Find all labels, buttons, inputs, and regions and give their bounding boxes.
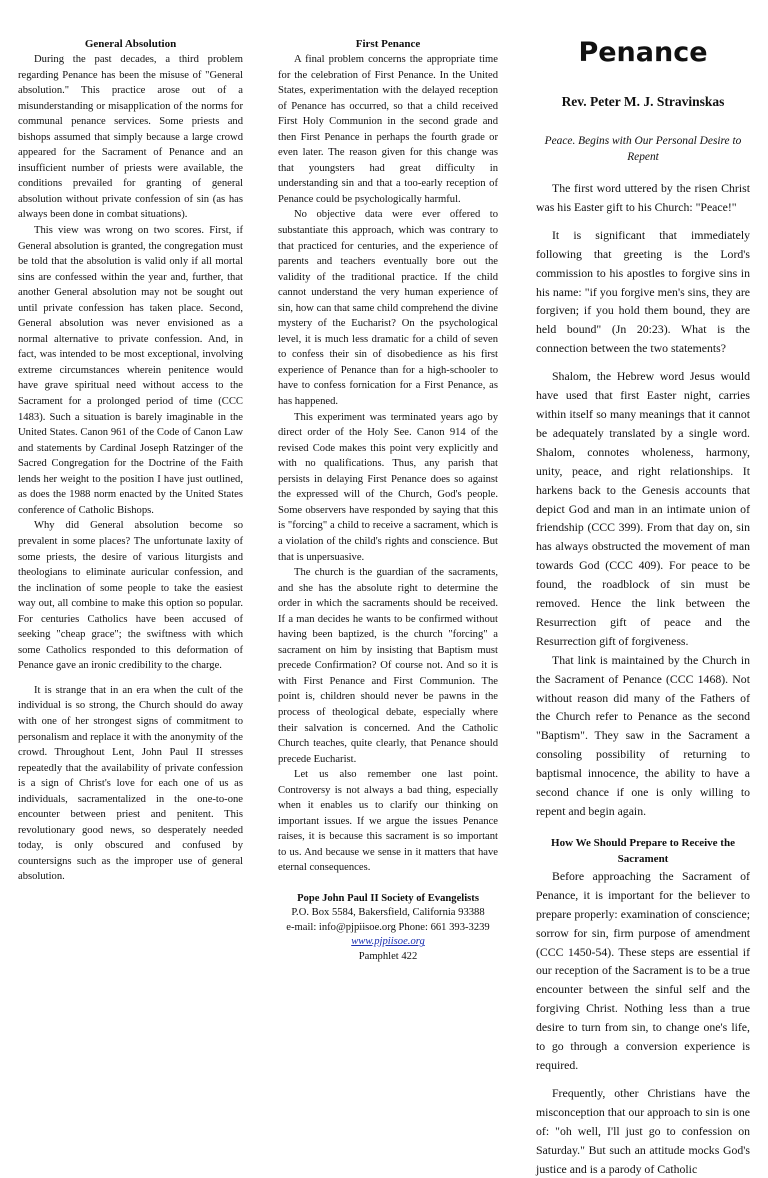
section-heading-general-absolution: General Absolution — [84, 38, 177, 50]
paragraph: A final problem concerns the appropriate time for the celebration of First Penance. In the United States, experimentation with the delayed reception of Penance has occurred, so that a child received First Holy Communion in the second grade and then First Penance in perhaps the fourth grade or even later. The reason given for this change was that youngsters had great difficulty in understanding sin and that a too-early reception of Penance could be psychologically harmful. — [278, 54, 498, 205]
paragraph: During the past decades, a third problem regarding Penance has been the misuse of "General absolution." This practice arose out of a misunderstanding or misapplication of the norms for communal penance services. Some priests and bishops assumed that simply because a large crowd appeared for the Sacrament of Penance and an insufficient number of priests were available, the conditions prevailed for granting of general absolution without private confession of sin (as has always been done in combat situations). — [18, 54, 243, 221]
publisher-name: Pope John Paul II Society of Evangelists — [297, 892, 479, 904]
publisher-contact: e-mail: info@pjpiisoe.org Phone: 661 393-3239 — [286, 921, 490, 933]
paragraph: Let us also remember one last point. Controversy is not always a bad thing, especially when it enables us to clarify our thinking on important issues. If we argue the issues Penance raises, it is because this sacrament is so important to us. And because we sense in it matters that have eternal consequences. — [278, 769, 498, 874]
tagline: Peace. Begins with Our Personal Desire to Repent — [544, 135, 742, 163]
website-link[interactable]: www.pjpiisoe.org — [351, 936, 425, 948]
section-heading-how-to-prepare: How We Should Prepare to Receive the Sacrament — [551, 836, 735, 865]
paragraph: Why did General absolution become so prevalent in some places? The unfortunate laxity of some priests, the desire of various liturgists and theologians to eliminate auricular confession, and the inclination of some people to take the easiest way out, all combine to make this option so popular. For centuries Catholics have been accused of seeking "cheap grace"; the swiftness with which some Catholics responded to this deformation of Penance gave an ironic credibility to the charge. — [18, 520, 243, 672]
column-first-penance — [278, 36, 498, 964]
paragraph: Before approaching the Sacrament of Penance, it is important for the believer to prepare properly: examination of conscience; sorrow for sin, firm purpose of amendment (CCC 1450-54). These steps are essential if our reception of the Sacrament is to be a true encounter between the sinful self and the forgiving Christ. Nothing less than a true desire to turn from sin, to change one's life, to go through a conversion experience is required. — [536, 868, 750, 1072]
paragraph: It is significant that immediately following that greeting is the Lord's commission to his apostles to forgive sins in his name: "if you forgive men's sins, they are forgiven; if you hold them bound, they are held bound" (Jn 20:23). What is the connection between the two statements? — [536, 227, 750, 356]
paragraph: Shalom, the Hebrew word Jesus would have used that first Easter night, carries within itself so many meanings that it cannot be adequately translated by a single word. Shalom, connotes wholeness, harmony, unity, peace, and right relationships. It harkens back to the Genesis accounts that depict God and man in an intimate union of friendship (CCC 399). From that day on, sin has always obstructed the movement of man towards God (CCC 409). For peace to be found, the roadblock of sin must be removed. Hence the link between the Resurrection gift of peace and the Resurrection gift of forgiveness. — [536, 369, 750, 648]
paragraph: Frequently, other Christians have the misconception that our approach to sin is one of: "oh well, I'll just go to confession on Saturday." But such an attitude mocks God's justice and is a parody of Catholic — [536, 1085, 750, 1176]
publisher-address: P.O. Box 5584, Bakersfield, California 93388 — [291, 907, 485, 919]
paragraph: The first word uttered by the risen Christ was his Easter gift to his Church: "Peace!" — [536, 181, 750, 214]
paragraph: It is strange that in an era when the cult of the individual is so strong, the Church should do away with one of her strongest signs of commitment to personalism and replace it with the anonymity of the crowd. Throughout Lent, John Paul II stresses repeatedly that the availability of private confession is a sign of Christ's love for each one of us as individuals, sacramentalized in the one-to-one encounter between priest and penitent. This revolutionary good news, so desperately needed today, is only obscured and confused by countersigns such as the improper use of general absolution. — [18, 684, 243, 883]
publisher-footer — [278, 892, 498, 965]
pamphlet-title: Penance — [578, 37, 708, 68]
paragraph: This view was wrong on two scores. First, if General absolution is granted, the congregation must be told that the absolution is valid only if all mortal sins are confessed within the year and, further, that another General absolution may not be sought out until private confession has taken place. Second, General absolution was never envisioned as a normal alternative to private confession. And, in fact, was intended to be most exceptional, involving extreme circumstances wherein penitence would have grave spiritual need without access to the Sacrament for a prolonged period of time (CCC 1483). Such a situation is barely imaginable in the United States. Canon 961 of the Code of Canon Law and statements by Cardinal Joseph Ratzinger of the Sacred Congregation for the Doctrine of the Faith lends her weight to the position I have just outlined, as does the 1988 norm enacted by the United States conference of Catholic Bishops. — [18, 225, 243, 516]
paragraph: That link is maintained by the Church in the Sacrament of Penance (CCC 1468). Not without reason did many of the Fathers of the Church refer to Penance as the second "Baptism". They saw in the Sacrament a consoling possibility of returning to baptismal innocence, the ability to have a second chance if one is only willing to repent and begin again. — [536, 652, 750, 818]
author-name: Rev. Peter M. J. Stravinskas — [561, 94, 725, 109]
paragraph: No objective data were ever offered to substantiate this approach, which was contrary to that practiced for centuries, and the experience of parents and teachers eventually bore out the validity of the traditional practice. If the child cannot understand the very human experience of sin, how can that same child comprehend the divine mystery of the Eucharist? On the psychological level, it is much less dramatic for a child of seven to confess their sin of disobedience as his first experience of Penance than for a high-schooler to have to confess fornication for a First Penance, as has happened. — [278, 209, 498, 408]
paragraph: This experiment was terminated years ago by direct order of the Holy See. Canon 914 of the revised Code makes this point very explicitly and with no qualifications. Thus, any parish that persists in delaying First Penance does so against the expressed will of the Church, God's people. Some observers have responded by saying that this is "forcing" a child to receive a sacrament, which is a violation of the child's rights and conscience. But that is unpersuasive. — [278, 411, 498, 563]
section-heading-first-penance: First Penance — [355, 38, 421, 50]
paragraph: The church is the guardian of the sacraments, and she has the absolute right to determine the order in which the sacraments should be received. If a man decides he wants to be confirmed without having been baptized, is the church "forcing" a sacrament on him by insisting that Baptism must precede Confirmation? Of course not. And so it is with First Penance and First Communion. The point is, children should never be pawns in the process of theological debate, especially where their salvation is concerned. And the Catholic Church teaches, quite clearly, that Penance should precede Eucharist. — [278, 567, 498, 765]
pamphlet-number: Pamphlet 422 — [358, 950, 418, 962]
column-general-absolution — [18, 36, 243, 885]
column-penance-intro — [536, 36, 750, 1178]
